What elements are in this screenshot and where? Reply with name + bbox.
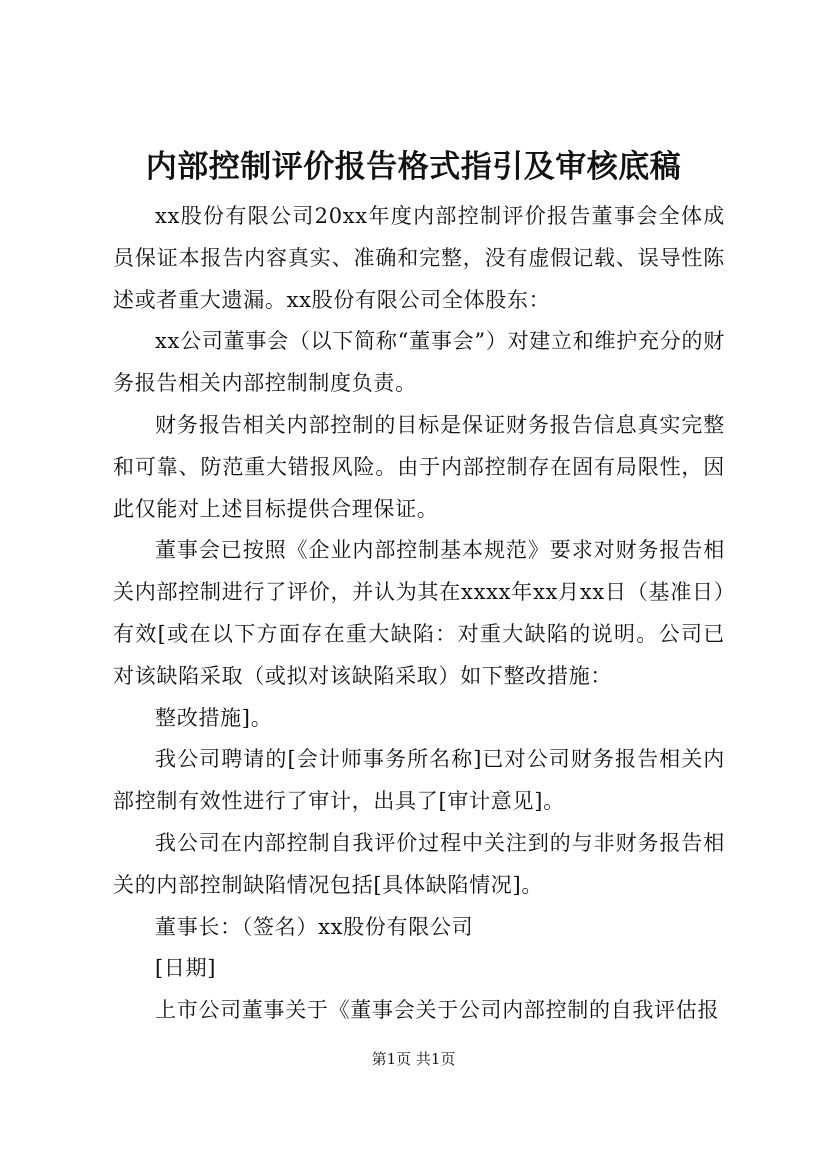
paragraph: xx股份有限公司20xx年度内部控制评价报告董事会全体成员保证本报告内容真实、准确和完整，没有虚假记载、误导性陈述或者重大遗漏。xx股份有限公司全体股东： [113,204,725,312]
document-body [113,196,725,1032]
signature-line: 董事长：（签名）xx股份有限公司 [155,914,474,939]
paragraph: 我公司在内部控制自我评价过程中关注到的与非财务报告相关的内部控制缺陷情况包括[具体缺陷情况]。 [113,830,725,897]
page-footer: 第1页 共1页 [371,1050,456,1068]
paragraph: xx公司董事会（以下简称“董事会”）对建立和维护充分的财务报告相关内部控制制度负责。 [113,329,725,396]
paragraph: 整改措施]。 [155,705,273,730]
date-line: [日期] [155,956,217,981]
paragraph: 上市公司董事关于《董事会关于公司内部控制的自我评估报 [155,998,720,1023]
paragraph: 董事会已按照《企业内部控制基本规范》要求对财务报告相关内部控制进行了评价，并认为其在xxxx年xx月xx日（基准日）有效[或在以下方面存在重大缺陷：对重大缺陷的说明。公司已对该缺陷采取（或拟对该缺陷采取）如下整改措施： [113,538,725,688]
paragraph: 财务报告相关内部控制的目标是保证财务报告信息真实完整和可靠、防范重大错报风险。由于内部控制存在固有局限性，因此仅能对上述目标提供合理保证。 [113,412,725,521]
paragraph: 我公司聘请的[会计师事务所名称]已对公司财务报告相关内部控制有效性进行了审计，出具了[审计意见]。 [113,747,725,814]
document-title: 内部控制评价报告格式指引及审核底稿 [145,149,682,185]
